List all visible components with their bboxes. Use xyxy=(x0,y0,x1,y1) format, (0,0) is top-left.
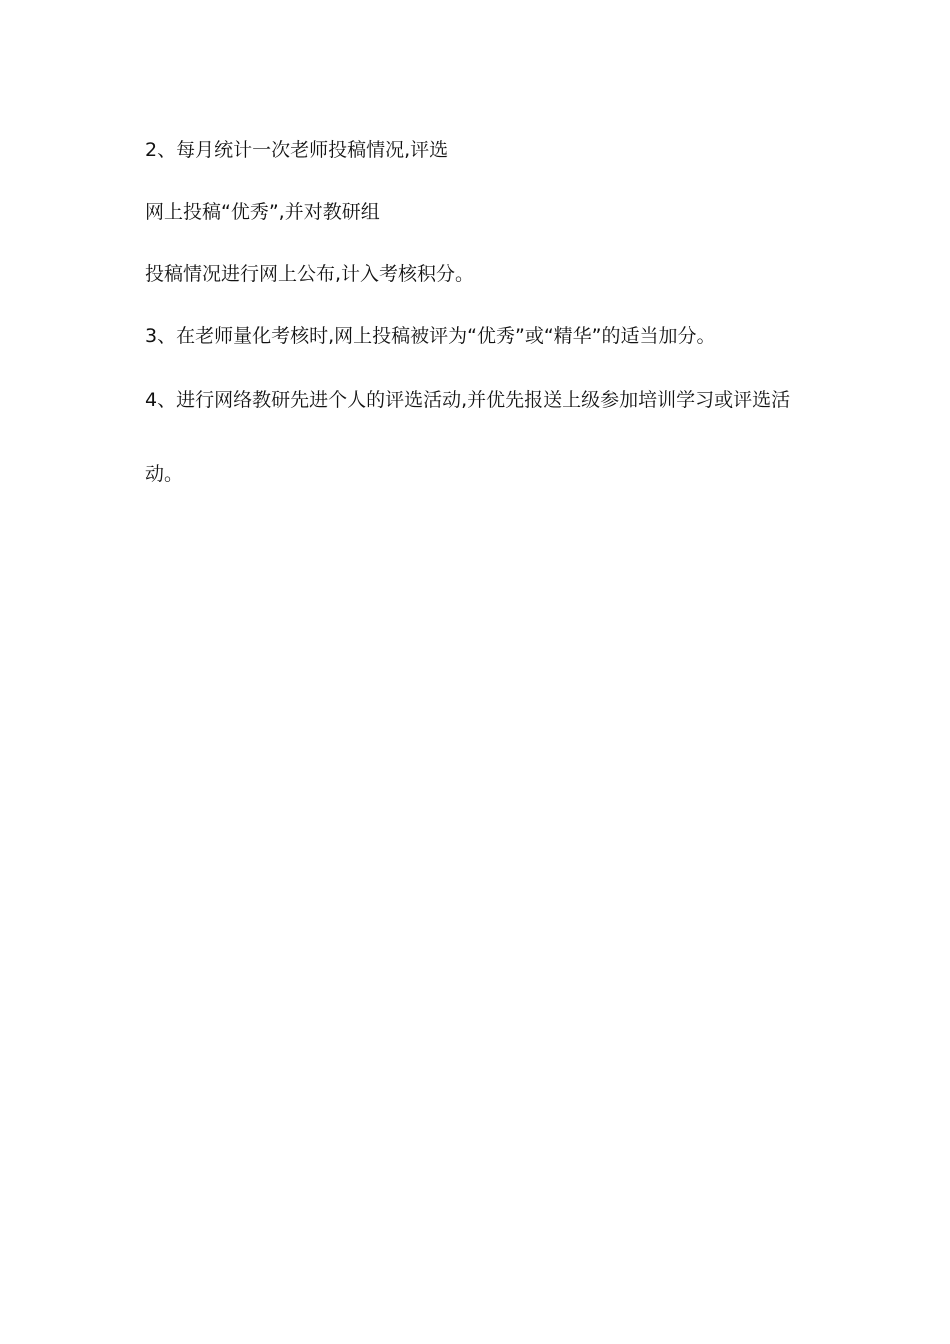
paragraph-line-4: 3、在老师量化考核时,网上投稿被评为“优秀”或“精华”的适当加分。 xyxy=(145,325,716,347)
paragraph-line-6: 动。 xyxy=(145,463,184,485)
paragraph-line-1: 2、每月统计一次老师投稿情况,评选 xyxy=(145,139,449,161)
paragraph-line-5: 4、进行网络教研先进个人的评选活动,并优先报送上级参加培训学习或评选活 xyxy=(145,389,791,411)
paragraph-line-3: 投稿情况进行网上公布,计入考核积分。 xyxy=(145,263,475,285)
paragraph-line-2: 网上投稿“优秀”,并对教研组 xyxy=(145,201,380,223)
